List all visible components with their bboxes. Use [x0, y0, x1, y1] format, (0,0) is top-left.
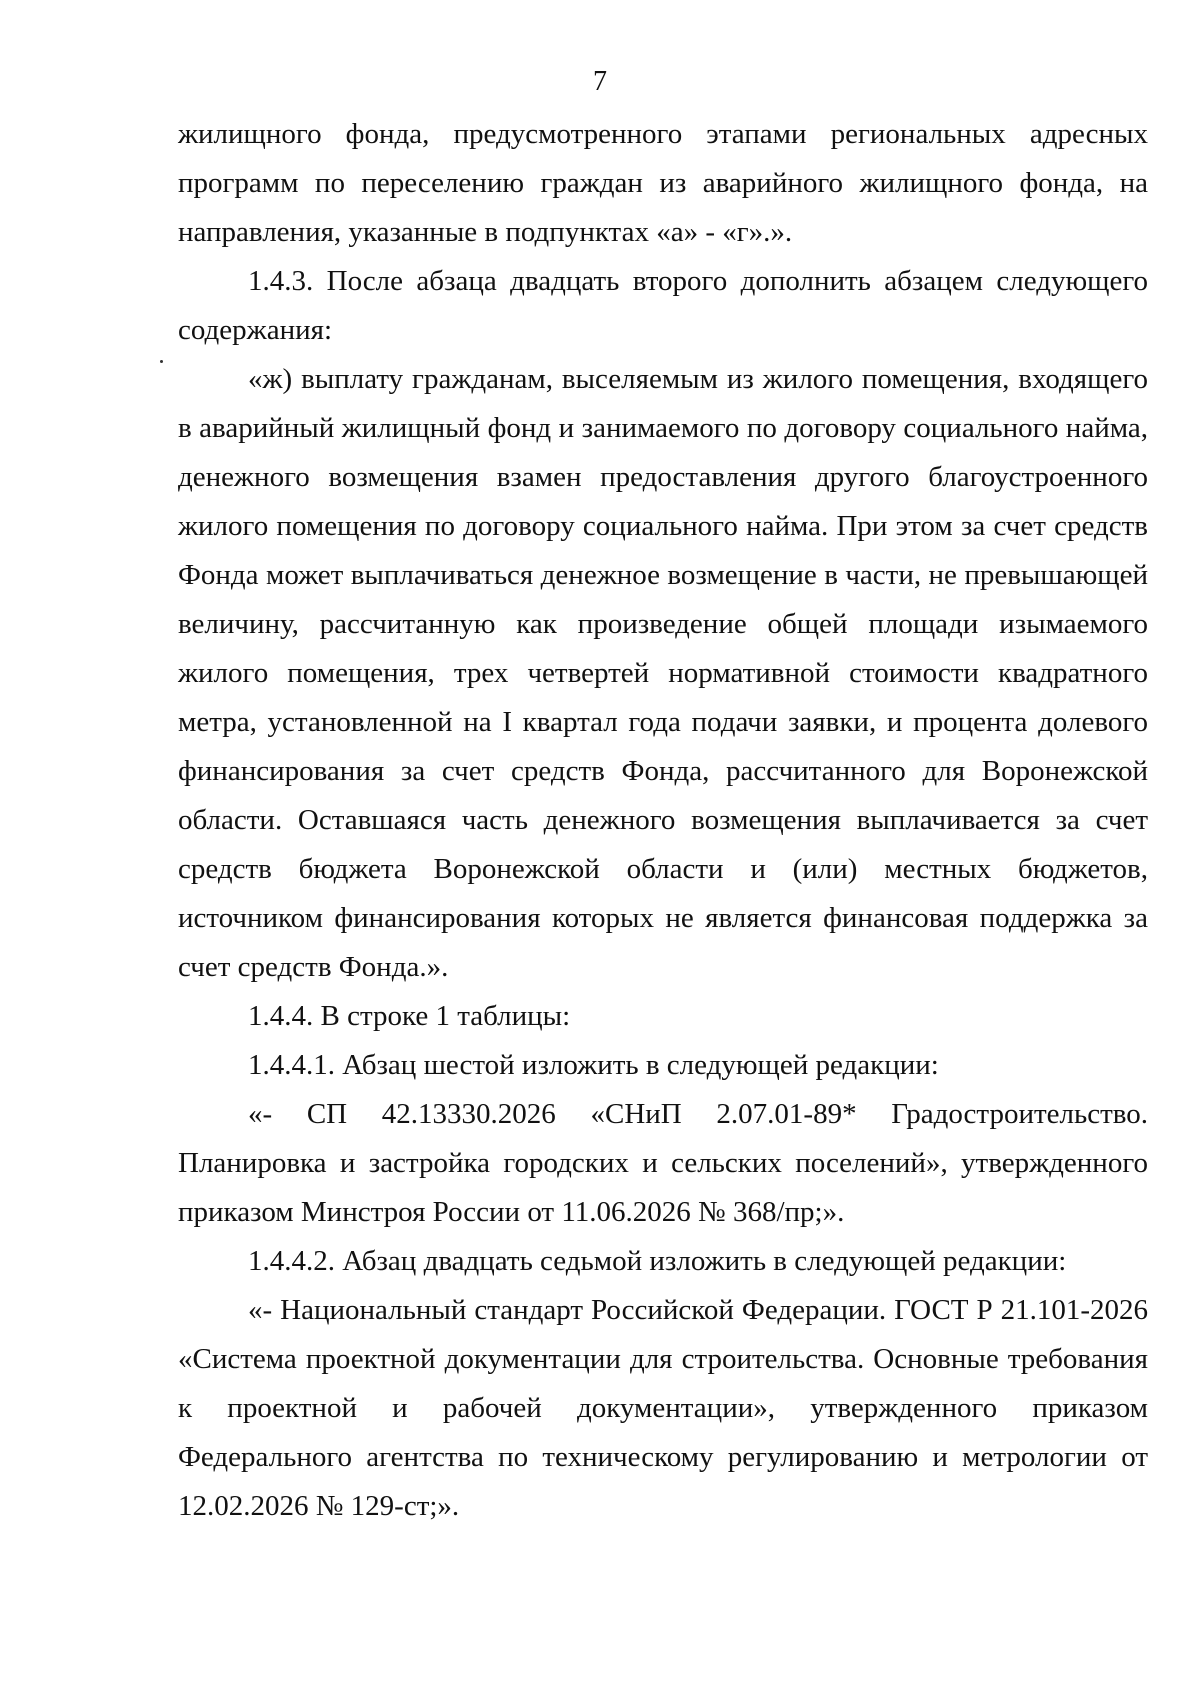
page-number: 7: [593, 66, 607, 97]
paragraph-1-4-4-1: 1.4.4.1. Абзац шестой изложить в следующей редакции:: [248, 1049, 939, 1081]
paragraph-quoted-sp: «- СП 42.13330.2026 «СНиП 2.07.01-89* Градостроительство. Планировка и застройка городских и сельских поселений», утвержденного приказом Минстроя России от 11.06.2026 № 368/пр;».: [178, 1098, 1148, 1228]
paragraph-1-4-4: 1.4.4. В строке 1 таблицы:: [248, 1000, 571, 1032]
paragraph-quoted-gost: «- Национальный стандарт Российской Федерации. ГОСТ Р 21.101-2026 «Система проектной документации для строительства. Основные требования к проектной и рабочей документации», утвержденного приказом Федерального агентства по техническому регулированию и метрологии от 12.02.2026 № 129-ст;».: [178, 1294, 1148, 1522]
document-body: [178, 110, 1148, 1531]
scan-speck: [160, 360, 163, 363]
paragraph-1-4-3: 1.4.3. После абзаца двадцать второго дополнить абзацем следующего содержания:: [178, 265, 1148, 346]
paragraph-1-4-4-2: 1.4.4.2. Абзац двадцать седьмой изложить в следующей редакции:: [248, 1245, 1067, 1277]
paragraph-quoted-zh: «ж) выплату гражданам, выселяемым из жилого помещения, входящего в аварийный жилищный фонд и занимаемого по договору социального найма, денежного возмещения взамен предоставления другого благоустроенного жилого помещения по договору социального найма. При этом за счет средств Фонда может выплачиваться денежное возмещение в части, не превышающей величину, рассчитанную как произведение общей площади изымаемого жилого помещения, трех четвертей нормативной стоимости квадратного метра, установленной на I квартал года подачи заявки, и процента долевого финансирования за счет средств Фонда, рассчитанного для Воронежской области. Оставшаяся часть денежного возмещения выплачивается за счет средств бюджета Воронежской области и (или) местных бюджетов, источником финансирования которых не является финансовая поддержка за счет средств Фонда.».: [178, 363, 1148, 983]
paragraph-continuation: жилищного фонда, предусмотренного этапами региональных адресных программ по переселению граждан из аварийного жилищного фонда, на направления, указанные в подпунктах «а» - «г».».: [178, 118, 1148, 248]
